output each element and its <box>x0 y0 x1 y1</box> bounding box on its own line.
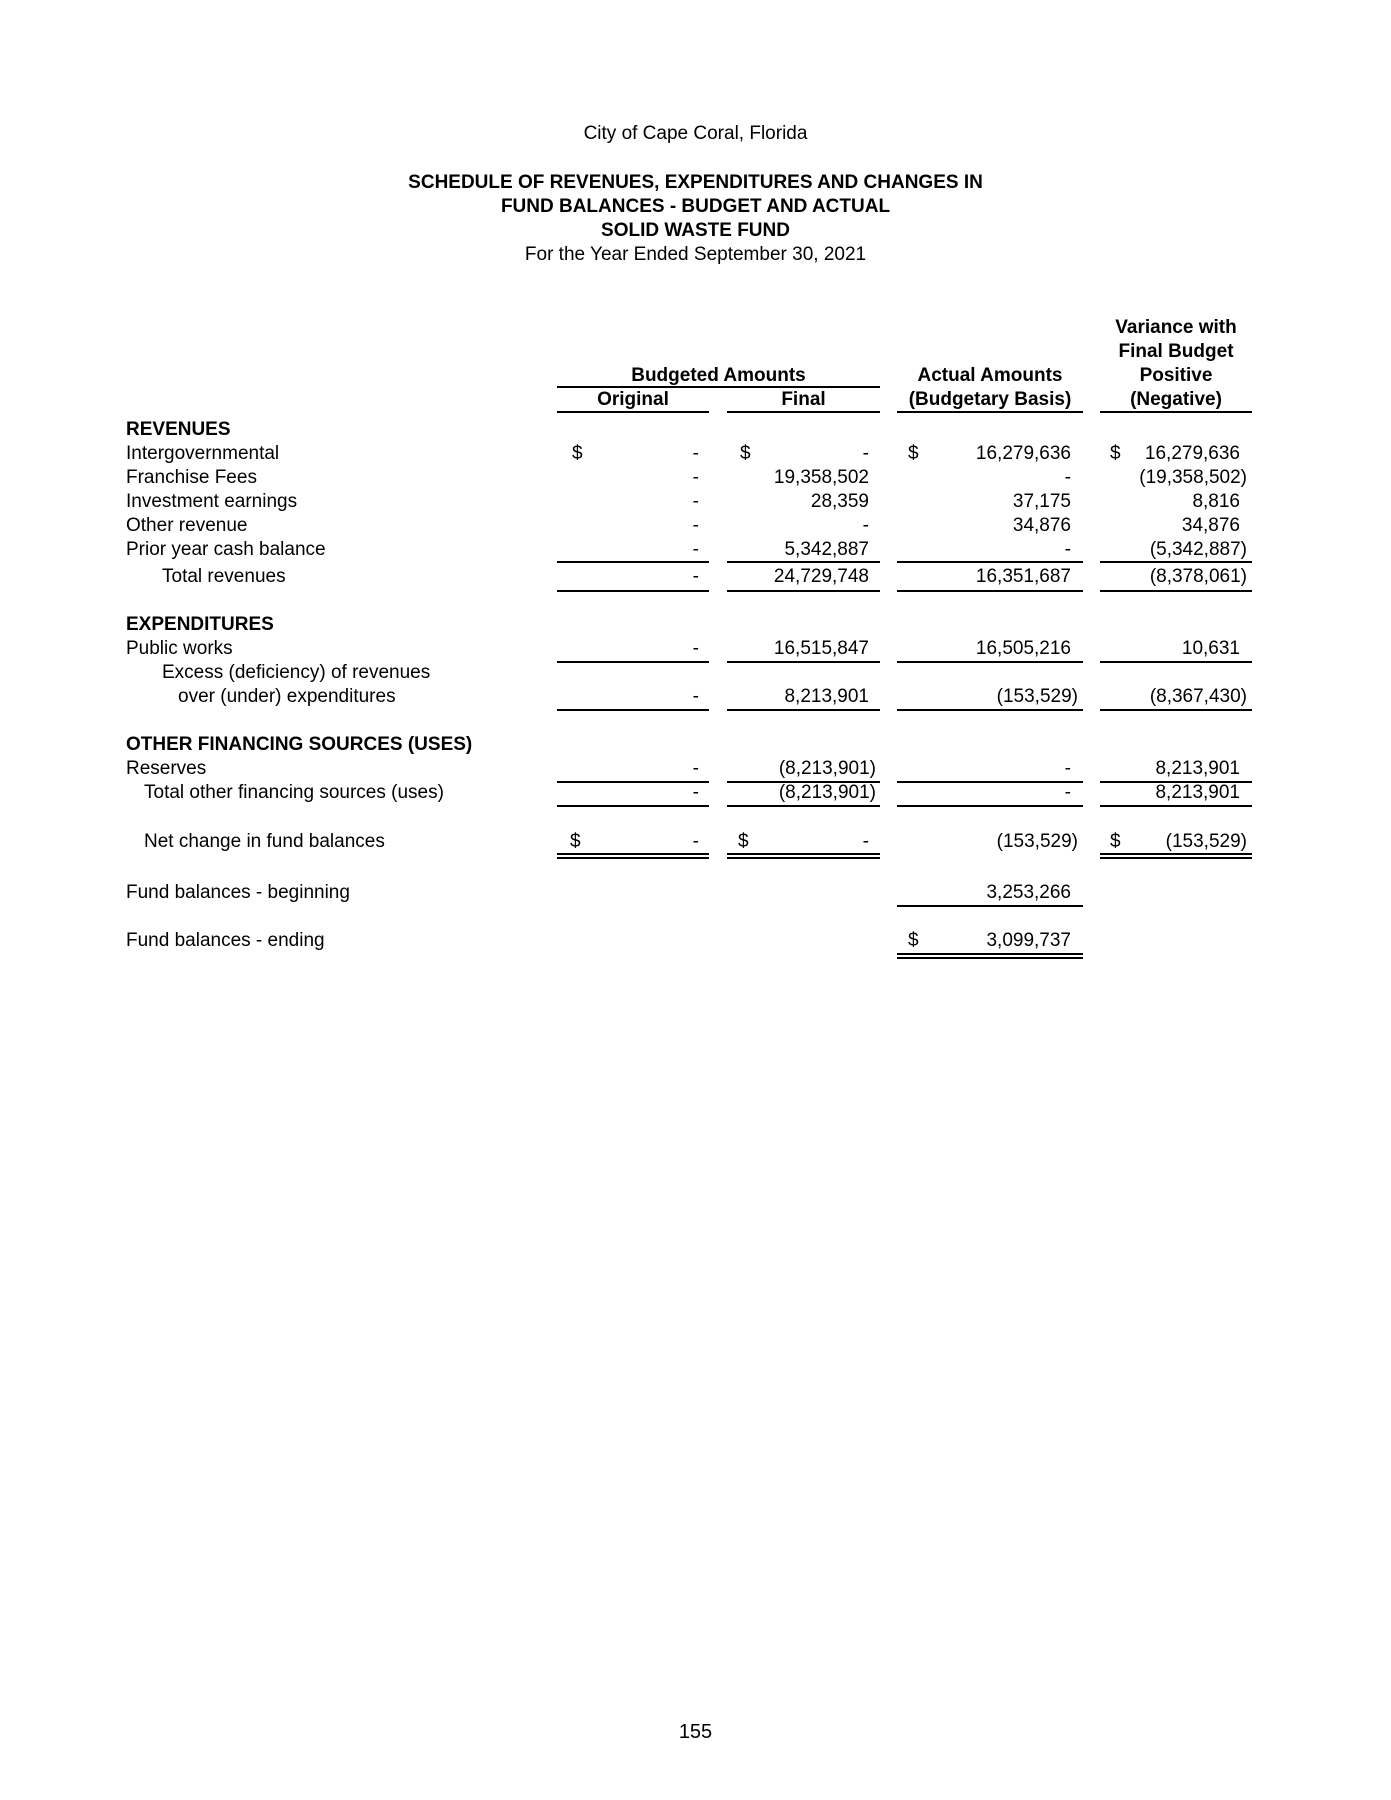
subtotal-rule <box>557 561 709 563</box>
total-rule <box>557 805 709 807</box>
cell-final: (8,213,901) <box>778 782 876 803</box>
currency-symbol: $ <box>1110 443 1121 464</box>
total-rule <box>1100 590 1252 592</box>
cell-original: - <box>692 491 699 512</box>
cell-variance: (19,358,502) <box>1139 467 1247 488</box>
cell-final: (8,213,901) <box>778 758 876 779</box>
cell-original: - <box>692 515 699 536</box>
original-header-rule <box>557 411 709 413</box>
final-header-rule <box>727 411 880 413</box>
cell-original: - <box>692 539 699 560</box>
cell-actual: 16,351,687 <box>975 566 1071 587</box>
grand-total-double-rule <box>897 953 1083 959</box>
cell-variance: 8,213,901 <box>1155 782 1240 803</box>
row-label-total-other-financing: Total other financing sources (uses) <box>144 782 444 803</box>
subtotal-rule <box>727 661 880 663</box>
total-rule <box>897 805 1083 807</box>
cell-original: - <box>692 782 699 803</box>
actual-header-line1: Actual Amounts <box>917 365 1063 386</box>
cell-actual: - <box>1064 539 1071 560</box>
cell-final: 8,213,901 <box>784 686 869 707</box>
variance-header-rule <box>1100 411 1252 413</box>
cell-actual: 34,876 <box>1012 515 1071 536</box>
currency-symbol: $ <box>908 443 919 464</box>
subtotal-rule <box>557 661 709 663</box>
grand-total-double-rule <box>727 853 880 859</box>
budgeted-amounts-header: Budgeted Amounts <box>631 365 806 386</box>
row-label-net-change: Net change in fund balances <box>144 831 385 852</box>
row-label-franchise-fees: Franchise Fees <box>126 467 257 488</box>
cell-final: 24,729,748 <box>773 566 869 587</box>
cell-variance: (8,378,061) <box>1149 566 1247 587</box>
row-label-fund-ending: Fund balances - ending <box>126 930 325 951</box>
cell-variance: (8,367,430) <box>1149 686 1247 707</box>
fund-name: SOLID WASTE FUND <box>601 220 790 241</box>
total-rule <box>1100 709 1252 711</box>
total-rule <box>557 709 709 711</box>
cell-variance: 34,876 <box>1181 515 1240 536</box>
report-title-line2: FUND BALANCES - BUDGET AND ACTUAL <box>500 196 891 217</box>
row-label-reserves: Reserves <box>126 758 207 779</box>
cell-actual: 16,505,216 <box>975 638 1071 659</box>
row-label-public-works: Public works <box>126 638 233 659</box>
row-label-fund-beginning: Fund balances - beginning <box>126 882 350 903</box>
cell-original: - <box>692 758 699 779</box>
total-rule <box>897 709 1083 711</box>
cell-final: 5,342,887 <box>784 539 869 560</box>
cell-final: - <box>862 831 869 852</box>
cell-final: 28,359 <box>810 491 869 512</box>
row-label-excess-line2: over (under) expenditures <box>178 686 396 707</box>
total-rule <box>557 590 709 592</box>
currency-symbol: $ <box>740 443 751 464</box>
currency-symbol: $ <box>572 443 583 464</box>
total-rule <box>727 590 880 592</box>
report-period: For the Year Ended September 30, 2021 <box>524 244 867 265</box>
row-label-investment-earnings: Investment earnings <box>126 491 298 512</box>
cell-original: - <box>692 638 699 659</box>
currency-symbol: $ <box>570 831 581 852</box>
report-title-line1: SCHEDULE OF REVENUES, EXPENDITURES AND CHANGES IN <box>408 172 983 193</box>
cell-actual: 16,279,636 <box>975 443 1071 464</box>
section-revenues: REVENUES <box>126 419 231 440</box>
cell-variance: 8,213,901 <box>1155 758 1240 779</box>
cell-original: - <box>692 686 699 707</box>
cell-final: 19,358,502 <box>773 467 869 488</box>
cell-actual: 37,175 <box>1012 491 1071 512</box>
variance-header-line1: Variance with <box>1115 317 1237 338</box>
total-rule <box>727 805 880 807</box>
currency-symbol: $ <box>1110 831 1121 852</box>
cell-actual: (153,529) <box>996 686 1078 707</box>
subtotal-rule <box>1100 661 1252 663</box>
page-number: 155 <box>678 1721 713 1743</box>
row-label-intergovernmental: Intergovernmental <box>126 443 280 464</box>
subtotal-rule <box>897 905 1083 907</box>
subtotal-rule <box>1100 561 1252 563</box>
entity-name: City of Cape Coral, Florida <box>583 123 808 144</box>
variance-header-line2: Final Budget <box>1118 341 1234 362</box>
total-rule <box>727 709 880 711</box>
cell-original: - <box>692 831 699 852</box>
cell-original: - <box>692 566 699 587</box>
actual-header-line2: (Budgetary Basis) <box>908 389 1072 410</box>
cell-actual: 3,253,266 <box>986 882 1071 903</box>
row-label-excess-line1: Excess (deficiency) of revenues <box>162 662 431 683</box>
total-rule <box>1100 805 1252 807</box>
subtotal-rule <box>897 561 1083 563</box>
cell-final: - <box>862 515 869 536</box>
final-header: Final <box>781 389 826 410</box>
row-label-other-revenue: Other revenue <box>126 515 248 536</box>
cell-actual: - <box>1064 758 1071 779</box>
row-label-total-revenues: Total revenues <box>162 566 286 587</box>
cell-variance: 8,816 <box>1192 491 1240 512</box>
cell-original: - <box>692 467 699 488</box>
cell-final: 16,515,847 <box>773 638 869 659</box>
grand-total-double-rule <box>1100 853 1252 859</box>
cell-variance: 16,279,636 <box>1144 443 1240 464</box>
currency-symbol: $ <box>908 930 919 951</box>
currency-symbol: $ <box>738 831 749 852</box>
original-header: Original <box>597 389 669 410</box>
cell-variance: (153,529) <box>1165 831 1247 852</box>
variance-header-line4: (Negative) <box>1130 389 1222 410</box>
subtotal-rule <box>897 661 1083 663</box>
variance-header-line3: Positive <box>1139 365 1213 386</box>
cell-actual: - <box>1064 782 1071 803</box>
cell-actual: (153,529) <box>996 831 1078 852</box>
row-label-prior-year-cash: Prior year cash balance <box>126 539 326 560</box>
cell-original: - <box>692 443 699 464</box>
cell-actual: - <box>1064 467 1071 488</box>
total-rule <box>897 590 1083 592</box>
cell-variance: (5,342,887) <box>1149 539 1247 560</box>
actual-header-rule <box>897 411 1083 413</box>
cell-variance: 10,631 <box>1181 638 1240 659</box>
grand-total-double-rule <box>557 853 709 859</box>
section-expenditures: EXPENDITURES <box>126 614 274 635</box>
section-other-financing: OTHER FINANCING SOURCES (USES) <box>126 734 473 755</box>
subtotal-rule <box>727 561 880 563</box>
cell-final: - <box>862 443 869 464</box>
cell-actual: 3,099,737 <box>986 930 1071 951</box>
